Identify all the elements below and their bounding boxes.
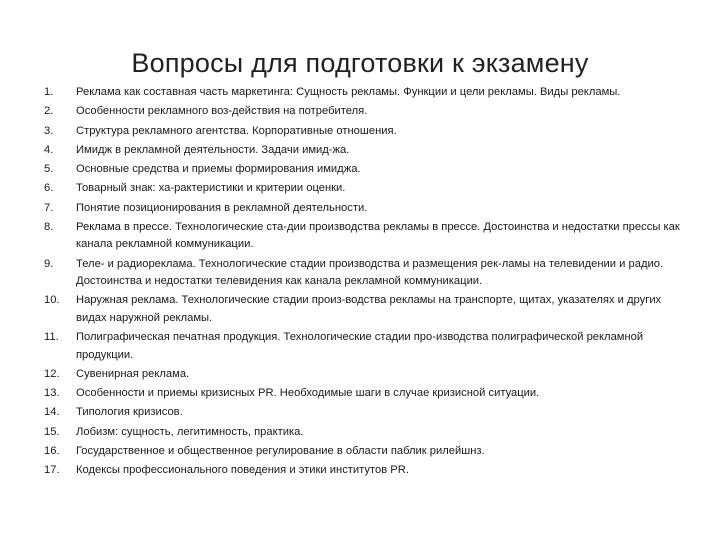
item-text: Лобизм: сущность, легитимность, практика. <box>76 425 304 438</box>
list-item <box>44 103 694 120</box>
item-text: Государственное и общественное регулирование в области паблик рилейшнз. <box>76 445 485 458</box>
page-title: Вопросы для подготовки к экзамену <box>131 48 589 79</box>
item-number: 13. <box>44 387 60 400</box>
item-number: 15. <box>44 425 60 438</box>
item-text: Сувенирная реклама. <box>76 367 190 380</box>
item-number: 11. <box>44 331 59 344</box>
item-text: Товарный знак: ха-рактеристики и критерии оценки. <box>76 182 346 195</box>
item-text: Полиграфическая печатная продукция. Технологические стадии про-изводства полиграфической рекламной продукции. <box>76 331 644 361</box>
list-item <box>44 84 694 101</box>
item-number: 8. <box>44 221 54 234</box>
item-text: Имидж в рекламной деятельности. Задачи имид-жа. <box>76 143 350 156</box>
list-item <box>44 385 694 402</box>
item-text: Понятие позиционирования в рекламной деятельности. <box>76 201 368 214</box>
list-item <box>44 219 694 254</box>
item-number: 1. <box>44 86 54 98</box>
list-item <box>44 424 694 441</box>
item-text: Теле- и радиореклама. Технологические стадии производства и размещения рек-ламы на телевидении и радио. Достоинства и недостатки телевидения как канала рекламной коммуникации. <box>76 257 664 288</box>
item-text: Типология кризисов. <box>76 406 183 419</box>
item-text: Наружная реклама. Технологические стадии произ-водства рекламы на транспорте, щитах, указателях и других видах наружной рекламы. <box>76 294 662 324</box>
list-item <box>44 404 694 421</box>
list-item <box>44 292 694 327</box>
item-text: Кодексы профессионального поведения и этики институтов PR. <box>76 464 409 477</box>
item-number: 17. <box>44 464 60 477</box>
item-text: Реклама в прессе. Технологические ста-дии производства рекламы в прессе. Достоинства и недостатки прессы как канала рекламной коммуникации. <box>76 221 680 251</box>
item-number: 9. <box>44 257 54 270</box>
questions-list <box>44 84 694 482</box>
list-item <box>44 329 694 364</box>
item-text: Особенности рекламного воз-действия на потребителя. <box>76 105 368 118</box>
list-item <box>44 256 694 291</box>
list-item <box>44 200 694 217</box>
item-text: Реклама как составная часть маркетинга: Сущность рекламы. Функции и цели рекламы. Виды рекламы. <box>76 86 621 98</box>
item-number: 3. <box>44 124 54 137</box>
item-number: 4. <box>44 143 54 156</box>
list-item <box>44 180 694 197</box>
item-text: Особенности и приемы кризисных PR. Необходимые шаги в случае кризисной ситуации. <box>76 387 540 400</box>
item-number: 7. <box>44 201 54 214</box>
item-text: Основные средства и приемы формирования имиджа. <box>76 163 361 176</box>
item-number: 2. <box>44 105 54 118</box>
item-number: 5. <box>44 163 54 176</box>
item-number: 16. <box>44 445 60 458</box>
item-number: 6. <box>44 182 54 195</box>
list-item <box>44 462 694 479</box>
list-item <box>44 366 694 383</box>
list-item <box>44 123 694 140</box>
item-text: Структура рекламного агентства. Корпоративные отношения. <box>76 124 397 137</box>
list-item <box>44 161 694 178</box>
item-number: 10. <box>44 294 60 307</box>
item-number: 12. <box>44 367 60 380</box>
list-item <box>44 142 694 159</box>
item-number: 14. <box>44 406 60 419</box>
list-item <box>44 443 694 460</box>
